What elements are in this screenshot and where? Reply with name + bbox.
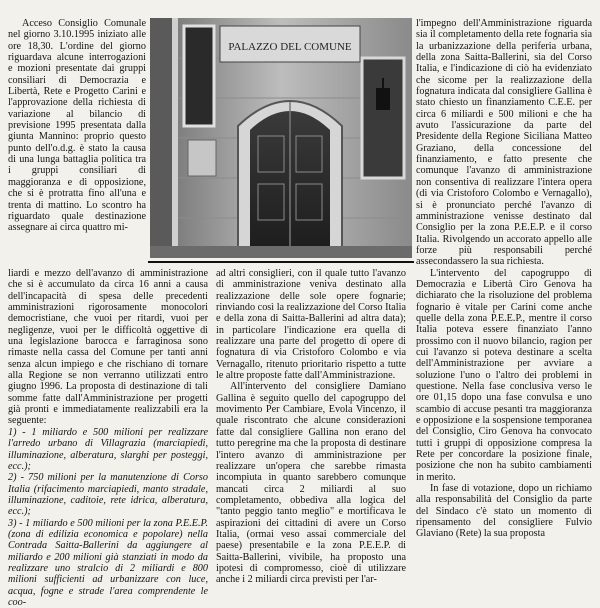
photo-underline bbox=[148, 261, 414, 263]
article-paragraph: In fase di votazione, dopo un richiamo alla responsabilità del Consiglio da parte del Sindaco c'è stato un momento di ripensamento del consigliere Fulvio Glaviano (Rete) la sua proposta bbox=[416, 483, 592, 540]
article-paragraph: All'intervento del consigliere Damiano Gallina è seguito quello del capogruppo del movimento Per Cambiare, Evola Vincenzo, il quale riscontrato che alcune considerazioni fatte dal consigliere Gallina non erano del tutto peregrine ma che la proposta di destinare l'intero avanzo di amministrazione per realizzare un'opera che sarebbe rimasta incompiuta in quanto sarebbero comunque mancati circa 2 miliardi al suo completamento, obbediva alla logica del "tanto peggio tanto meglio" e mortificava le aspirazioni dei cittadini di avere un Corso Italia, (ormai veso assai commerciale del paese) presentabile e la zona P.E.E.P. di Saitta-Ballerini, vivibile, ha proposto una ipotesi di compromesso, cioè di utilizzare anche i 2 miliardi circa previsti per l'ar- bbox=[216, 381, 406, 586]
article-paragraph: liardi e mezzo dell'avanzo di amministrazione che si è accumulato da circa 16 anni a causa dell'incapacità di spesa delle precedenti amministrazioni rigorosamente monocolori democristiane, che vuoi per ritardi, vuoi per negligenze, vuoi per le difficoltà oggettive di una legislazione barocca e farraginosa sono rimaste nella cassa del Comune per tanti anni senza alcun impiego e che rischiano di tornare alla Regione se non verranno utilizzati entro giugno 1996. La proposta di destinazione di tali somme fatte dall'Amministrazione per progetti già pronti e immediatamente realizzabili era la seguente: bbox=[8, 268, 208, 427]
town-hall-photo bbox=[150, 18, 412, 258]
article-column-2 bbox=[216, 268, 406, 586]
article-paragraph: ad altri consiglieri, con il quale tutto l'avanzo di amministrazione veniva destinato alla realizzazione delle sole opere fognarie; rinviando così la realizzazione del Corso Italia e della zona di Saitta-Ballerini ad altra data); in particolare l'indicazione era quella di realizzare una parte del progetto di opere di fognatura di via Cristoforo Colombo e via Vernagallo, ritenuto prioritario rispetto a tutte le altre proposte fatte dall'Amministrazione. bbox=[216, 268, 406, 382]
article-paragraph: L'intervento del capogruppo di Democrazia e Libertà Ciro Genova ha dichiarato che la risoluzione del problema fognario è vitale per Carini come anche quelle della zona P.E.E.P., mentre il corso Italia poteva essere finanziato l'anno prossimo con il nuovo bilancio, ragion per cui l'avanzo si poteva destinare a scelta dell'Amministrazione per avviare a soluzione l'uno o l'altro dei problemi in questione. Nella fase conclusiva verso le ore 01,15 dopo una fase convulsa e uno scambio di accuse pesanti tra maggioranza e opposizione e la sospensione temporanea del Consiglio, Ciro Genova ha convocato tutti i gruppi di opposizione compresa la Rete per concordare la posizione finale, posizione che non ha subito cambiamenti in merito. bbox=[416, 267, 592, 483]
article-column-3 bbox=[416, 18, 592, 540]
proposal-item-2: 2) - 750 milioni per la manutenzione di Corso Italia (rifacimento marciapiedi, manto stradale, illuminazione, caditoie, rete idrica, alberatura, ecc.); bbox=[8, 472, 208, 518]
article-column-1-top bbox=[8, 18, 146, 234]
proposal-item-3: 3) - 1 miliardo e 500 milioni per la zona P.E.E.P. (zona di edilizia economica e popolare) nella Contrada Saitta-Ballerini da aggiungere al miliardo e 200 milioni già stanziati in modo da realizzare uno stralcio di 2 miliardi e 800 milioni sufficienti ad urbanizzare con luce, acqua, fogne e strade l'area comprendente le coo- bbox=[8, 517, 208, 608]
proposal-item-1: 1) - 1 miliardo e 500 milioni per realizzare l'arredo urbano di Villagrazia (marciapiedi, illuminazione, alberatura, slarghi per posteggi, ecc.); bbox=[8, 426, 208, 472]
article-paragraph: l'impegno dell'Amministrazione riguarda sia il completamento della rete fognaria sia la urbanizzazione della periferia urbana, della zona Saitta-Ballerini, sia del Corso Italia, e l'indicazione di ciò ha evidenziato che sicome per la realizzazione della fognatura indicata dal consigliere Gallina è stato chiesto un finanziamento C.E.E. per circa 6 miliardi e 500 milioni e che ha avuto l'assicurazione da parte del Presidente della Regione Siciliana Matteo Graziano, della concessione del finanziamento, e fatto presente che comunque l'avanzo di amministrazione non consentiva di realizzare l'intera opera (di via Cristoforo Colombo e Vernagallo), si è pronunciato perché l'avanzo di amministrazione venisse destinato dal Consiglio per la zona P.E.E.P. e il corso Italia. Rivolgendo un accorato appello alle forze più responsabili perché assecondassero la sua richiesta. bbox=[416, 18, 592, 268]
article-paragraph: Acceso Consiglio Comunale nel giorno 3.10.1995 iniziato alle ore 18,30. L'ordine del giorno riguardava alcune interrogazioni e mozioni presentate dai gruppi consiliari di Democrazia e Libertà, Rete e Progetto Carini e l'approvazione della richiesta di variazione al bilancio di previsione 1995 presentata dalla giunta Mannino: proprio questo punto dell'o.d.g. è stato la causa di una lunga battaglia politica tra i gruppi consiliari di maggioranza e di opposizione, che si è protratta fino all'una e trenta di mattino. Lo scontro ha riguardato quale destinazione assegnare ai circa quattro mi- bbox=[8, 18, 146, 234]
town-hall-sign: PALAZZO DEL COMUNE bbox=[228, 41, 352, 53]
article-column-1-bottom bbox=[8, 268, 208, 608]
